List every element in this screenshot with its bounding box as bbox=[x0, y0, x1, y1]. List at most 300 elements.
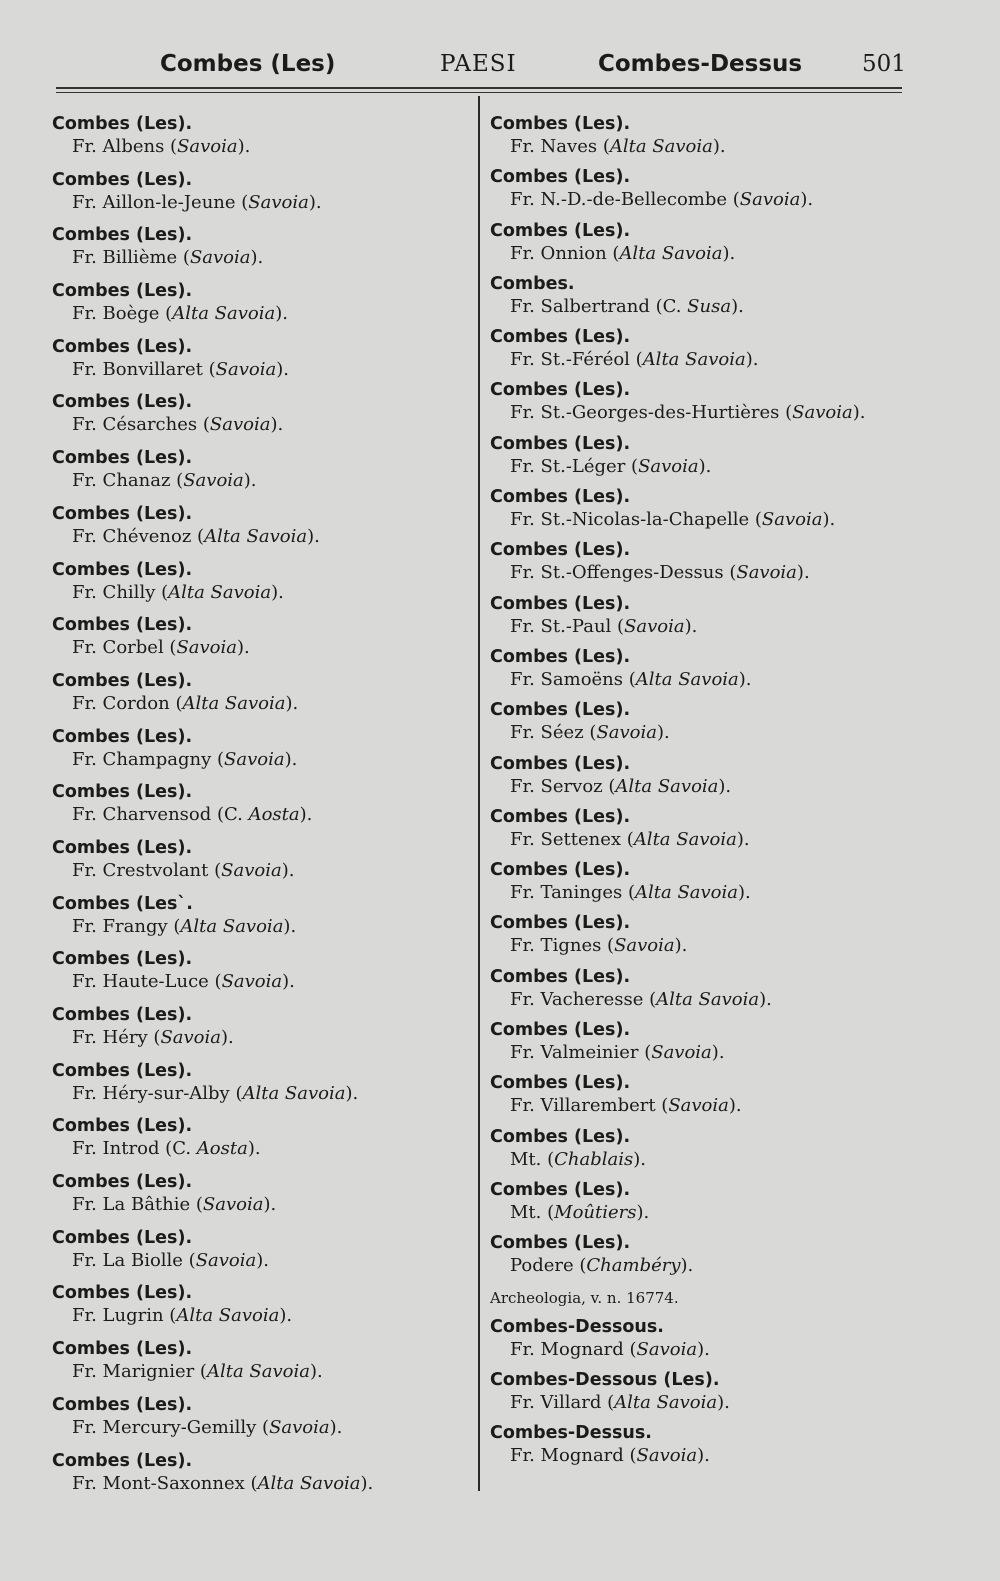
region-name: Alta Savoia bbox=[635, 882, 738, 904]
region-name: Savoia bbox=[195, 1249, 257, 1271]
entry-location bbox=[490, 1391, 910, 1415]
region-name: Savoia bbox=[269, 1416, 330, 1438]
location-name: Fr. Chilly ( bbox=[72, 581, 169, 603]
entry-location bbox=[490, 242, 910, 266]
gazetteer-entry bbox=[52, 1450, 472, 1506]
right-column bbox=[490, 113, 910, 1475]
entry-location bbox=[490, 188, 910, 212]
region-name: Alta Savoia bbox=[642, 349, 746, 371]
entry-punctuation: ). bbox=[680, 1255, 694, 1277]
gazetteer-entry bbox=[490, 699, 910, 752]
entry-heading: Combes (Les). bbox=[490, 860, 631, 881]
entry-location bbox=[490, 1201, 910, 1225]
entry-location bbox=[490, 668, 910, 692]
region-name: Alta Savoia bbox=[614, 1391, 718, 1413]
entry-heading: Combes (Les). bbox=[52, 1339, 193, 1360]
region-name: Savoia bbox=[636, 1445, 698, 1467]
entry-location bbox=[52, 1304, 472, 1328]
entry-location bbox=[52, 748, 472, 772]
region-name: Alta Savoia bbox=[635, 668, 739, 690]
location-name: Fr. N.-D.-de-Bellecombe ( bbox=[510, 189, 740, 211]
entry-location bbox=[52, 1249, 472, 1273]
gazetteer-entry bbox=[52, 948, 472, 1004]
entry-location bbox=[52, 302, 472, 326]
entry-location bbox=[52, 692, 472, 716]
region-name: Savoia bbox=[792, 402, 853, 424]
entry-punctuation: ). bbox=[281, 859, 295, 881]
gazetteer-entry bbox=[490, 166, 910, 219]
location-name: Fr. Chanaz ( bbox=[72, 470, 184, 492]
entry-location bbox=[490, 1254, 910, 1278]
region-name: Alta Savoia bbox=[615, 775, 719, 797]
gazetteer-entry bbox=[490, 1232, 910, 1285]
gazetteer-entry bbox=[52, 280, 472, 336]
gazetteer-entry bbox=[490, 646, 910, 699]
location-name: Fr. Lugrin ( bbox=[72, 1305, 177, 1327]
entry-heading: Combes (Les). bbox=[52, 1227, 193, 1248]
column-divider bbox=[478, 96, 480, 1491]
entry-location bbox=[490, 401, 910, 425]
entry-heading: Combes-Dessus. bbox=[490, 1423, 652, 1444]
region-name: Savoia bbox=[221, 859, 282, 881]
entry-heading: Combes (Les). bbox=[52, 1060, 193, 1081]
region-name: Savoia bbox=[189, 247, 251, 269]
region-name: Savoia bbox=[624, 615, 685, 637]
entry-punctuation: ). bbox=[745, 349, 759, 371]
entry-punctuation: ). bbox=[221, 1027, 234, 1048]
entry-punctuation: ). bbox=[283, 915, 297, 937]
entry-location bbox=[52, 636, 472, 660]
region-name: Savoia bbox=[224, 748, 285, 770]
entry-punctuation: ). bbox=[759, 988, 772, 1010]
location-name: Fr. Mognard ( bbox=[510, 1338, 637, 1360]
location-name: Fr. Césarches ( bbox=[72, 414, 210, 436]
region-name: Savoia bbox=[736, 562, 797, 584]
location-name: Fr. Corbel ( bbox=[72, 637, 177, 659]
entry-location bbox=[52, 1416, 472, 1440]
entry-punctuation: ). bbox=[284, 748, 298, 770]
gazetteer-entry bbox=[490, 433, 910, 486]
gazetteer-entry bbox=[52, 1394, 472, 1450]
gazetteer-entry bbox=[490, 326, 910, 379]
entry-location bbox=[490, 775, 910, 799]
entry-punctuation: ). bbox=[636, 1201, 650, 1223]
entry-heading: Combes (Les). bbox=[490, 646, 631, 667]
region-name: Savoia bbox=[668, 1095, 729, 1117]
entry-location bbox=[52, 135, 472, 159]
region-name: Savoia bbox=[176, 637, 238, 659]
entry-location bbox=[490, 615, 910, 639]
running-head-right: Combes-Dessus bbox=[598, 51, 803, 77]
region-name: Chablais bbox=[554, 1148, 634, 1170]
entry-punctuation: ). bbox=[270, 414, 284, 436]
entry-punctuation: ). bbox=[698, 455, 712, 477]
gazetteer-entry bbox=[52, 224, 472, 280]
entry-punctuation: ). bbox=[712, 136, 726, 157]
region-name: Alta Savoia bbox=[168, 581, 272, 603]
region-name: Susa bbox=[687, 295, 732, 317]
entry-heading: Combes (Les). bbox=[52, 1283, 193, 1304]
location-name: Fr. Champagny ( bbox=[72, 748, 225, 770]
page-number: 501 bbox=[862, 51, 906, 77]
location-name: Fr. Salbertrand (C. bbox=[510, 295, 688, 317]
entry-heading: Combes (Les). bbox=[490, 1233, 631, 1254]
location-name: Fr. Valmeinier ( bbox=[510, 1042, 652, 1064]
gazetteer-entry bbox=[52, 169, 472, 225]
entry-heading: Combes (Les). bbox=[490, 1179, 631, 1200]
entry-heading: Combes (Les). bbox=[490, 327, 631, 348]
entry-heading: Combes (Les). bbox=[52, 726, 193, 747]
location-name: Fr. Charvensod (C. bbox=[72, 804, 249, 826]
entry-heading: Combes (Les). bbox=[52, 949, 193, 970]
location-name: Fr. Introd (C. bbox=[72, 1138, 197, 1160]
region-name: Savoia bbox=[221, 971, 283, 993]
entry-location bbox=[490, 295, 910, 319]
entry-punctuation: ). bbox=[247, 1138, 261, 1160]
entry-heading: Combes (Les). bbox=[52, 782, 193, 803]
location-name: Mt. ( bbox=[510, 1148, 555, 1170]
gazetteer-entry bbox=[490, 1072, 910, 1125]
gazetteer-entry bbox=[490, 539, 910, 592]
entry-punctuation: ). bbox=[717, 1391, 730, 1413]
entry-location bbox=[52, 1082, 472, 1106]
entry-location bbox=[52, 1137, 472, 1161]
running-head-left: Combes (Les) bbox=[160, 51, 336, 77]
location-name: Fr. Samoëns ( bbox=[510, 668, 636, 690]
location-name: Fr. Servoz ( bbox=[510, 775, 616, 797]
location-name: Fr. Séez ( bbox=[510, 722, 597, 744]
location-name: Fr. Vacheresse ( bbox=[510, 988, 657, 1010]
region-name: Alta Savoia bbox=[206, 1361, 310, 1383]
gazetteer-entry bbox=[52, 113, 472, 169]
entry-location bbox=[52, 358, 472, 382]
entry-heading: Combes (Les). bbox=[490, 806, 631, 827]
location-name: Fr. St.-Offenges-Dessus ( bbox=[510, 562, 737, 584]
entry-heading: Combes (Les). bbox=[490, 487, 631, 508]
location-name: Fr. St.-Nicolas-la-Chapelle ( bbox=[510, 509, 762, 531]
entry-heading: Combes (Les`. bbox=[52, 893, 193, 914]
entry-punctuation: ). bbox=[674, 935, 688, 957]
location-name: Mt. ( bbox=[510, 1201, 555, 1223]
location-name: Fr. Mognard ( bbox=[510, 1445, 637, 1467]
location-name: Fr. Mercury-Gemilly ( bbox=[72, 1416, 270, 1438]
gazetteer-entry bbox=[490, 806, 910, 859]
location-name: Fr. Héry ( bbox=[72, 1027, 161, 1048]
gazetteer-entry bbox=[52, 893, 472, 949]
entry-heading: Combes (Les). bbox=[52, 1172, 193, 1193]
entry-location bbox=[490, 988, 910, 1012]
gazetteer-entry bbox=[490, 1369, 910, 1422]
gazetteer-entry bbox=[490, 1179, 910, 1232]
region-name: Savoia bbox=[202, 1194, 264, 1216]
entry-punctuation: ). bbox=[250, 247, 264, 269]
entry-location bbox=[52, 803, 472, 827]
left-column bbox=[52, 113, 472, 1505]
entry-heading: Combes (Les). bbox=[52, 114, 193, 134]
gazetteer-entry bbox=[52, 447, 472, 503]
entry-heading: Combes (Les). bbox=[52, 169, 193, 190]
entry-location bbox=[490, 828, 910, 852]
entry-punctuation: ). bbox=[276, 358, 289, 380]
gazetteer-entry bbox=[490, 273, 910, 326]
entry-punctuation: ). bbox=[633, 1148, 646, 1170]
entry-heading: Combes (Les). bbox=[52, 448, 193, 469]
entry-punctuation: ). bbox=[711, 1042, 725, 1064]
entry-location bbox=[490, 508, 910, 532]
entry-heading: Combes (Les). bbox=[490, 700, 631, 721]
gazetteer-entry bbox=[490, 1126, 910, 1179]
entry-location bbox=[490, 1148, 910, 1172]
location-name: Fr. Marignier ( bbox=[72, 1361, 207, 1383]
entry-punctuation: ). bbox=[271, 581, 284, 603]
gazetteer-entry bbox=[490, 113, 910, 166]
entry-location bbox=[490, 455, 910, 479]
entry-punctuation: ). bbox=[796, 562, 810, 584]
gazetteer-entry bbox=[52, 336, 472, 392]
region-name: Savoia bbox=[177, 136, 238, 157]
location-name: Fr. Haute-Luce ( bbox=[72, 971, 222, 993]
entry-punctuation: ). bbox=[263, 1194, 277, 1216]
archaeology-note: Archeologia, v. n. 16774. bbox=[490, 1288, 679, 1307]
entry-heading: Combes (Les). bbox=[490, 1073, 631, 1094]
entry-punctuation: ). bbox=[243, 470, 257, 492]
gazetteer-entry bbox=[52, 614, 472, 670]
entry-location bbox=[490, 1041, 910, 1065]
location-name: Fr. St.-Georges-des-Hurtières ( bbox=[510, 402, 793, 424]
region-name: Alta Savoia bbox=[182, 692, 286, 714]
gazetteer-entry bbox=[52, 391, 472, 447]
location-name: Fr. Boège ( bbox=[72, 303, 173, 325]
location-name: Fr. St.-Féréol ( bbox=[510, 349, 643, 371]
entry-location bbox=[490, 1444, 910, 1468]
region-name: Savoia bbox=[739, 189, 801, 211]
location-name: Fr. Taninges ( bbox=[510, 882, 635, 904]
location-name: Fr. La Bâthie ( bbox=[72, 1194, 203, 1216]
entry-location bbox=[490, 881, 910, 905]
entry-punctuation: ). bbox=[307, 525, 320, 547]
entry-punctuation: ). bbox=[731, 295, 744, 317]
entry-location bbox=[52, 859, 472, 883]
region-name: Savoia bbox=[160, 1027, 221, 1048]
entry-punctuation: ). bbox=[738, 882, 751, 904]
region-name: Savoia bbox=[183, 470, 244, 492]
gazetteer-entry bbox=[52, 1282, 472, 1338]
location-name: Fr. Naves ( bbox=[510, 136, 610, 157]
entry-heading: Combes (Les). bbox=[490, 966, 631, 987]
entry-location bbox=[52, 191, 472, 215]
entry-heading: Combes (Les). bbox=[490, 380, 631, 401]
entry-heading: Combes (Les). bbox=[52, 1450, 193, 1471]
gazetteer-entry bbox=[52, 503, 472, 559]
entry-punctuation: ). bbox=[738, 668, 752, 690]
entry-punctuation: ). bbox=[852, 402, 866, 424]
region-name: Alta Savoia bbox=[176, 1305, 280, 1327]
region-name: Aosta bbox=[196, 1138, 248, 1160]
entry-heading: Combes (Les). bbox=[52, 837, 193, 858]
entry-punctuation: ). bbox=[697, 1445, 710, 1467]
entry-punctuation: ). bbox=[736, 828, 750, 850]
entry-heading: Combes (Les). bbox=[490, 1126, 631, 1147]
entry-punctuation: ). bbox=[360, 1472, 374, 1494]
location-name: Fr. Villard ( bbox=[510, 1391, 615, 1413]
entry-heading: Combes-Dessous (Les). bbox=[490, 1369, 720, 1390]
entry-location bbox=[52, 1193, 472, 1217]
location-name: Fr. Chévenoz ( bbox=[72, 525, 205, 547]
location-name: Fr. Héry-sur-Alby ( bbox=[72, 1082, 243, 1104]
entry-punctuation: ). bbox=[237, 637, 250, 659]
entry-location bbox=[52, 581, 472, 605]
entry-location bbox=[490, 1094, 910, 1118]
region-name: Alta Savoia bbox=[204, 525, 308, 547]
entry-heading: Combes (Les). bbox=[490, 1020, 631, 1041]
entry-heading: Combes (Les). bbox=[52, 615, 193, 636]
entry-heading: Combes (Les). bbox=[490, 167, 631, 188]
location-name: Fr. Settenex ( bbox=[510, 828, 634, 850]
entry-punctuation: ). bbox=[345, 1082, 359, 1104]
entry-location bbox=[52, 1026, 472, 1050]
region-name: Savoia bbox=[248, 191, 309, 213]
region-name: Savoia bbox=[614, 935, 675, 957]
region-name: Alta Savoia bbox=[656, 988, 760, 1010]
location-name: Fr. Tignes ( bbox=[510, 935, 615, 957]
region-name: Alta Savoia bbox=[257, 1472, 361, 1494]
entry-heading: Combes (Les). bbox=[490, 540, 631, 561]
location-name: Fr. Mont-Saxonnex ( bbox=[72, 1472, 258, 1494]
region-name: Savoia bbox=[638, 455, 699, 477]
entry-heading: Combes (Les). bbox=[52, 670, 193, 691]
entry-punctuation: ). bbox=[657, 722, 670, 744]
entry-punctuation: ). bbox=[308, 191, 322, 213]
entry-location bbox=[52, 915, 472, 939]
entry-punctuation: ). bbox=[299, 804, 313, 826]
entry-heading: Combes (Les). bbox=[52, 1394, 193, 1415]
region-name: Alta Savoia bbox=[242, 1082, 346, 1104]
entry-heading: Combes (Les). bbox=[52, 1005, 193, 1025]
region-name: Savoia bbox=[761, 509, 823, 531]
entry-punctuation: ). bbox=[275, 303, 288, 325]
entry-punctuation: ). bbox=[800, 189, 814, 211]
region-name: Savoia bbox=[651, 1042, 712, 1064]
gazetteer-entry bbox=[52, 1171, 472, 1227]
gazetteer-entry bbox=[490, 966, 910, 1019]
entry-punctuation: ). bbox=[722, 242, 736, 264]
entry-location bbox=[490, 135, 910, 159]
gazetteer-entry bbox=[52, 726, 472, 782]
entry-location bbox=[52, 970, 472, 994]
location-name: Fr. Onnion ( bbox=[510, 242, 620, 264]
entry-heading: Combes (Les). bbox=[490, 114, 631, 134]
gazetteer-entry bbox=[490, 1422, 910, 1475]
region-name: Moûtiers bbox=[554, 1201, 637, 1223]
entry-location bbox=[52, 413, 472, 437]
region-name: Alta Savoia bbox=[172, 303, 276, 325]
entry-location bbox=[490, 934, 910, 958]
entry-punctuation: ). bbox=[285, 692, 299, 714]
region-name: Savoia bbox=[209, 414, 271, 436]
region-name: Alta Savoia bbox=[633, 828, 737, 850]
entry-location bbox=[490, 721, 910, 745]
gazetteer-entry bbox=[490, 593, 910, 646]
gazetteer-entry bbox=[52, 559, 472, 615]
gazetteer-entry bbox=[52, 1115, 472, 1171]
entry-location bbox=[490, 561, 910, 585]
gazetteer-entry bbox=[490, 859, 910, 912]
entry-heading: Combes (Les). bbox=[490, 433, 631, 454]
gazetteer-entry bbox=[490, 753, 910, 806]
region-name: Savoia bbox=[596, 722, 657, 744]
region-name: Aosta bbox=[248, 804, 300, 826]
gazetteer-entry bbox=[490, 379, 910, 432]
gazetteer-entry bbox=[490, 1019, 910, 1072]
entry-heading: Combes (Les). bbox=[52, 336, 193, 357]
location-name: Fr. Cordon ( bbox=[72, 692, 183, 714]
entry-heading: Combes (Les). bbox=[490, 220, 631, 241]
region-name: Alta Savoia bbox=[619, 242, 723, 264]
gazetteer-entry bbox=[490, 486, 910, 539]
location-name: Fr. St.-Léger ( bbox=[510, 455, 639, 477]
entry-punctuation: ). bbox=[822, 509, 836, 531]
entry-punctuation: ). bbox=[718, 775, 732, 797]
entry-location bbox=[52, 525, 472, 549]
region-name: Savoia bbox=[636, 1338, 698, 1360]
entry-punctuation: ). bbox=[237, 136, 251, 157]
entry-heading: Combes (Les). bbox=[52, 225, 193, 246]
entry-punctuation: ). bbox=[309, 1361, 323, 1383]
entry-heading: Combes (Les). bbox=[52, 503, 193, 524]
entry-heading: Combes (Les). bbox=[52, 1116, 193, 1137]
gazetteer-entry bbox=[52, 1060, 472, 1116]
entry-heading: Combes (Les). bbox=[52, 281, 193, 302]
location-name: Fr. Albens ( bbox=[72, 136, 178, 157]
entry-punctuation: ). bbox=[256, 1249, 270, 1271]
region-name: Savoia bbox=[215, 358, 277, 380]
header-rule-thin bbox=[56, 92, 902, 93]
gazetteer-entry bbox=[52, 1004, 472, 1060]
region-name: Alta Savoia bbox=[609, 136, 713, 157]
entry-location bbox=[490, 348, 910, 372]
entry-heading: Combes (Les). bbox=[490, 753, 631, 774]
header-rule bbox=[56, 87, 902, 89]
gazetteer-entry bbox=[52, 1227, 472, 1283]
gazetteer-entry bbox=[52, 670, 472, 726]
region-name: Chambéry bbox=[586, 1255, 681, 1277]
location-name: Fr. Frangy ( bbox=[72, 915, 181, 937]
location-name: Fr. Bonvillaret ( bbox=[72, 358, 216, 380]
entry-heading: Combes (Les). bbox=[490, 593, 631, 614]
entry-heading: Combes-Dessous. bbox=[490, 1316, 664, 1337]
entry-location bbox=[52, 1472, 472, 1496]
location-name: Fr. St.-Paul ( bbox=[510, 615, 625, 637]
gazetteer-entry bbox=[490, 1316, 910, 1369]
entry-punctuation: ). bbox=[697, 1338, 710, 1360]
location-name: Podere ( bbox=[510, 1255, 587, 1277]
entry-punctuation: ). bbox=[684, 615, 698, 637]
entry-location bbox=[52, 246, 472, 270]
gazetteer-entry bbox=[490, 912, 910, 965]
entry-punctuation: ). bbox=[279, 1305, 293, 1327]
entry-punctuation: ). bbox=[282, 971, 295, 993]
gazetteer-entry bbox=[490, 220, 910, 273]
entry-location bbox=[52, 1360, 472, 1384]
running-head-center: PAESI bbox=[440, 51, 517, 77]
gazetteer-entry bbox=[52, 781, 472, 837]
location-name: Fr. Aillon-le-Jeune ( bbox=[72, 191, 249, 213]
entry-heading: Combes (Les). bbox=[52, 392, 193, 413]
region-name: Alta Savoia bbox=[180, 915, 284, 937]
entry-location bbox=[490, 1338, 910, 1362]
location-name: Fr. La Biolle ( bbox=[72, 1249, 196, 1271]
entry-heading: Combes. bbox=[490, 273, 575, 294]
